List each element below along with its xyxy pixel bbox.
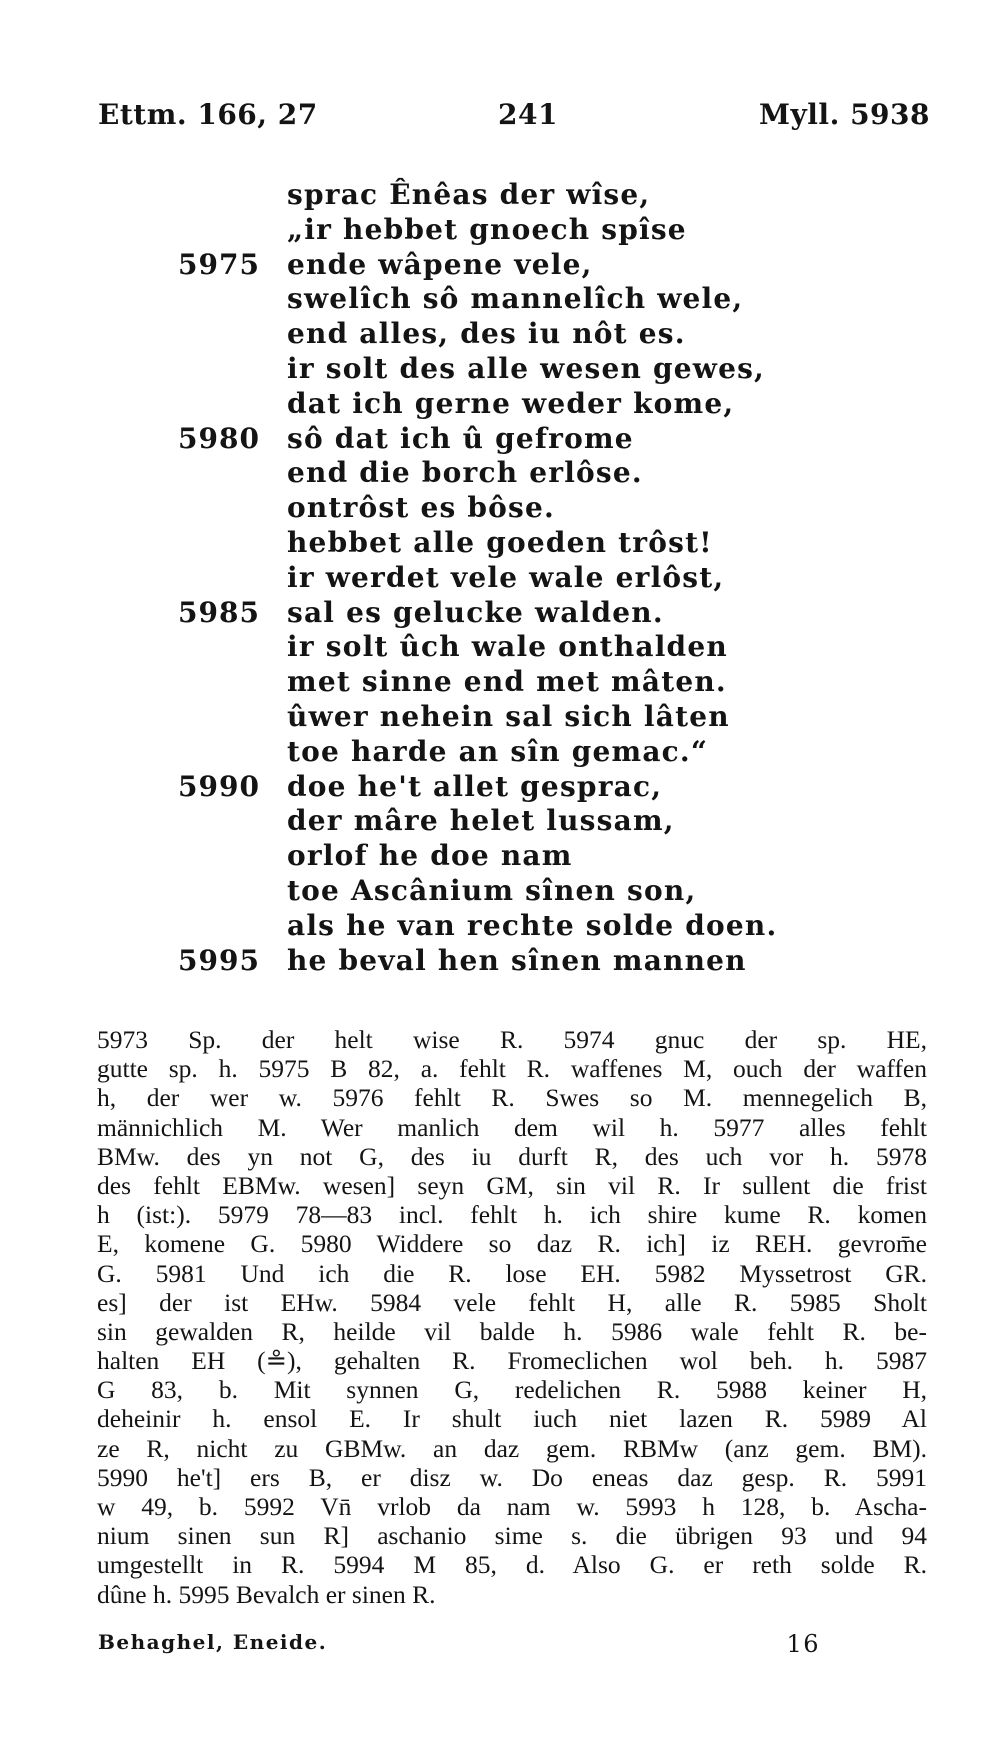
apparatus-line: E, komene G. 5980 Widdere so daz R. ich] iz REH. gevrom̄e [97,1229,927,1259]
verse-text: swelîch sô mannelîch wele, [287,282,744,316]
sheet-signature: 16 [786,1630,820,1658]
verse-text: ir werdet vele wale erlôst, [287,560,725,594]
verse-text: als he van rechte solde doen. [287,908,778,942]
apparatus-line: umgestellt in R. 5994 M 85, d. Also G. er reth solde R. [97,1550,927,1580]
apparatus-line: 5990 he't] ers B, er disz w. Do eneas daz gesp. R. 5991 [97,1462,927,1492]
verse-number: 5975 [178,247,260,281]
verse-line [0,630,1000,665]
verse-line [0,735,1000,770]
verse-line [0,526,1000,561]
verse-text: sprac Ênêas der wîse, [287,178,651,211]
verse-block [0,178,1000,978]
apparatus-line: halten EH (≗), gehalten R. Fromeclichen wol beh. h. 5987 [97,1346,927,1376]
apparatus-line: BMw. des yn not G, des iu durft R, des uch vor h. 5978 [97,1141,927,1171]
verse-line [0,248,1000,283]
verse-line [0,839,1000,874]
verse-line [0,213,1000,248]
verse-text: orlof he doe nam [287,839,573,873]
verse-text: doe he't allet gesprac, [287,769,663,803]
verse-line [0,770,1000,805]
apparatus-line: gutte sp. h. 5975 B 82, a. fehlt R. waffenes M, ouch der waffen [97,1054,927,1084]
verse-line [0,352,1000,387]
verse-text: ir solt des alle wesen gewes, [287,351,766,385]
footer [98,1630,820,1662]
verse-text: ir solt ûch wale onthalden [287,630,728,664]
verse-line [0,909,1000,944]
verse-line [0,178,1000,213]
verse-number: 5995 [178,943,260,977]
apparatus-line: 5973 Sp. der helt wise R. 5974 gnuc der sp. HE, [97,1025,927,1054]
verse-number: 5985 [178,595,260,629]
verse-text: end die borch erlôse. [287,456,643,490]
verse-text: hebbet alle goeden trôst! [287,525,713,559]
apparatus-line: w 49, b. 5992 Vn̄ vrlob da nam w. 5993 h 128, b. Ascha- [97,1492,927,1521]
verse-text: end alles, des iu nôt es. [287,317,686,351]
verse-line [0,874,1000,909]
verse-line [0,422,1000,457]
verse-line [0,456,1000,491]
verse-line [0,944,1000,979]
apparatus-line: des fehlt EBMw. wesen] seyn GM, sin vil R. Ir sullent die frist [97,1170,927,1200]
apparatus-line: männichlich M. Wer manlich dem wil h. 5977 alles fehlt [97,1112,927,1142]
verse-text: toe harde an sîn gemac.“ [287,734,709,768]
apparatus-line: G. 5981 Und ich die R. lose EH. 5982 Myssetrost GR. [97,1258,927,1288]
verse-number: 5980 [178,421,260,455]
apparatus-line: h (ist:). 5979 78—83 incl. fehlt h. ich shire kume R. komen [97,1200,927,1230]
verse-text: he beval hen sînen mannen [287,943,747,977]
verse-line [0,282,1000,317]
page-number: 241 [498,98,558,131]
verse-text: ende wâpene vele, [287,247,593,281]
verse-line [0,387,1000,422]
verse-number: 5990 [178,769,260,803]
verse-line [0,317,1000,352]
verse-text: dat ich gerne weder kome, [287,386,735,420]
verse-text: der mâre helet lussam, [287,804,675,838]
footer-signature: Behaghel, Eneide. [98,1630,328,1654]
verse-line [0,665,1000,700]
critical-apparatus [97,1025,927,1609]
apparatus-line: dûne h. 5995 Bevalch er sinen R. [97,1579,436,1609]
apparatus-line: sin gewalden R, heilde vil balde h. 5986 wale fehlt R. be- [97,1316,927,1346]
running-header [98,98,930,138]
apparatus-line: deheinir h. ensol E. Ir shult iuch niet lazen R. 5989 Al [97,1404,927,1434]
header-left-reference: Ettm. 166, 27 [98,98,318,131]
verse-text: sal es gelucke walden. [287,595,664,629]
header-right-reference: Myll. 5938 [759,98,930,131]
apparatus-line: ze R, nicht zu GBMw. an daz gem. RBMw (anz gem. BM). [97,1433,927,1463]
verse-text: toe Ascânium sînen son, [287,873,697,907]
verse-line [0,804,1000,839]
verse-text: ûwer nehein sal sich lâten [287,699,730,733]
verse-line [0,596,1000,631]
verse-text: met sinne end met mâten. [287,665,727,699]
verse-line [0,491,1000,526]
verse-text: „ir hebbet gnoech spîse [287,212,687,246]
apparatus-line: G 83, b. Mit synnen G, redelichen R. 5988 keiner H, [97,1375,927,1405]
verse-line [0,561,1000,596]
apparatus-line: nium sinen sun R] aschanio sime s. die übrigen 93 und 94 [97,1521,927,1551]
verse-text: ontrôst es bôse. [287,491,555,525]
verse-line [0,700,1000,735]
apparatus-line: h, der wer w. 5976 fehlt R. Swes so M. mennegelich B, [97,1083,927,1113]
verse-text: sô dat ich û gefrome [287,421,634,455]
apparatus-line: es] der ist EHw. 5984 vele fehlt H, alle R. 5985 Sholt [97,1287,927,1317]
